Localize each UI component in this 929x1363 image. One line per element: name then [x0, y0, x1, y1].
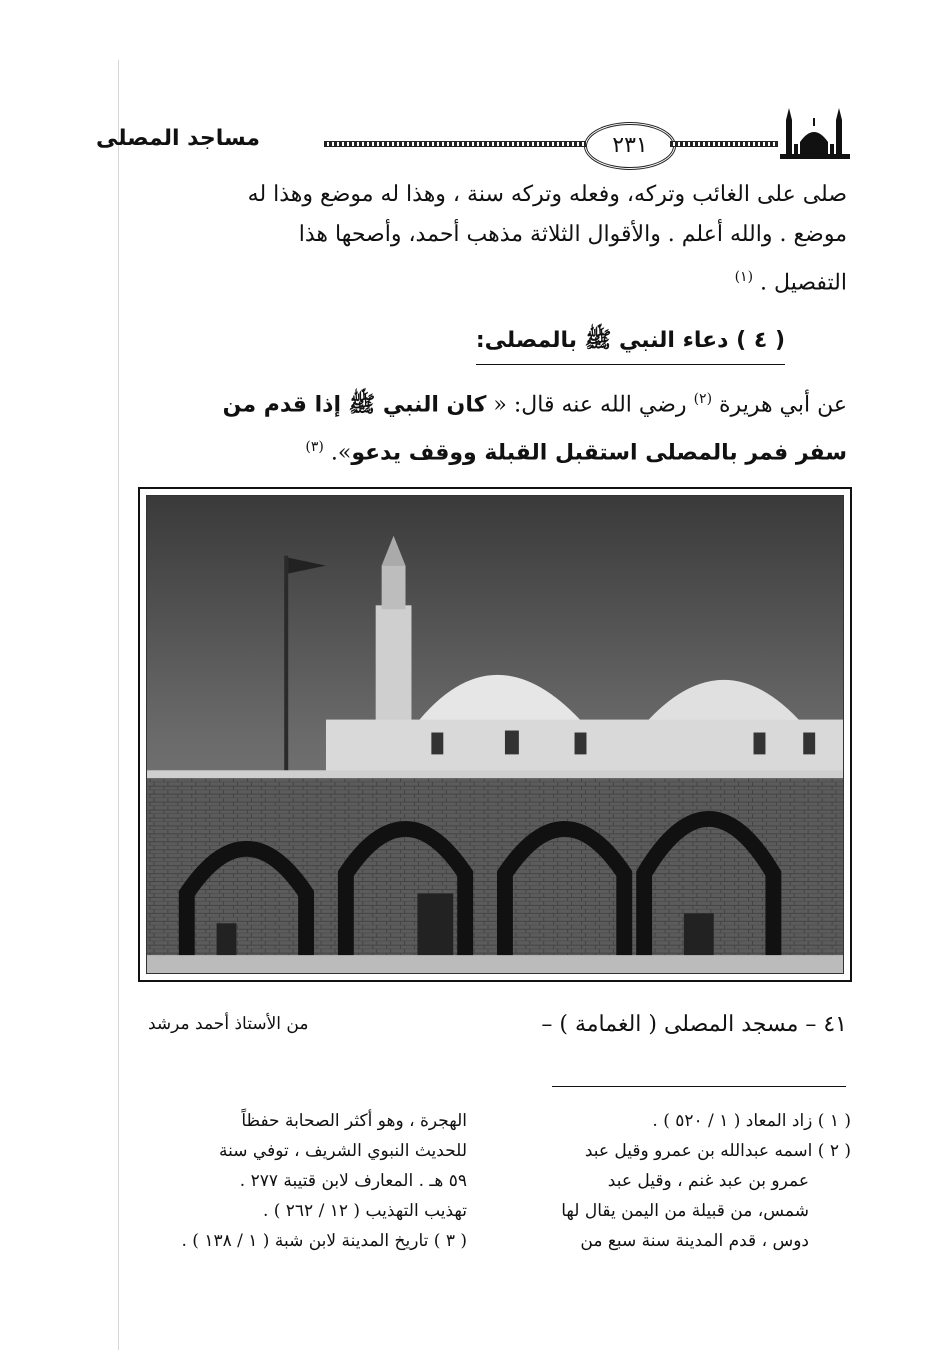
- footnote-line: الهجرة ، وهو أكثر الصحابة حفظاً: [241, 1111, 467, 1131]
- footnote-line: تهذيب التهذيب ( ١٢ / ٢٦٢ ) .: [262, 1201, 467, 1221]
- footnote-mark-3: (٣): [305, 439, 324, 456]
- hadith-prefix: عن أبي هريرة: [719, 392, 847, 418]
- footnote-mark-2: (٢): [693, 391, 713, 407]
- hadith-quote-2: سفر فمر بالمصلى استقبل القبلة ووقف يدعو: [351, 440, 847, 466]
- footnote-line: ( ٢ ) اسمه عبدالله بن عمرو وقيل عبد: [584, 1141, 851, 1161]
- header-rule-right: [670, 141, 778, 147]
- footnote-separator: [552, 1086, 846, 1087]
- intro-line-3: [735, 258, 847, 302]
- footnote-line: للحديث النبوي الشريف ، توفي سنة: [219, 1141, 467, 1161]
- mosque-photo-image: [146, 495, 844, 974]
- footnote-mark-1: (١): [734, 269, 754, 285]
- section-heading: ( ٤ ) دعاء النبي ﷺ بالمصلى:: [476, 326, 785, 365]
- footnote-line: ٥٩ هـ . المعارف لابن قتيبة ٢٧٧ .: [239, 1171, 467, 1191]
- mosque-icon: [778, 104, 850, 162]
- intro-line-1: صلى على الغائب وتركه، وفعله وتركه سنة ، وهذا له موضع وهذا له: [247, 182, 847, 207]
- page-number: ٢٣١: [584, 122, 676, 170]
- footnote-line: شمس، من قبيلة من اليمن يقال لها: [561, 1201, 809, 1221]
- photo-caption: ٤١ – مسجد المصلى ( الغمامة ) –: [541, 1012, 847, 1037]
- hadith-quote-1: كان النبي ﷺ إذا قدم من: [222, 392, 487, 418]
- intro-line-2: موضع . والله أعلم . والأقوال الثلاثة مذهب أحمد، وأصحها هذا: [298, 222, 847, 247]
- photo-credit: من الأستاذ أحمد مرشد: [148, 1014, 309, 1034]
- footnote-line: ( ٣ ) تاريخ المدينة لابن شبة ( ١ / ١٣٨ ) .: [181, 1231, 467, 1251]
- hadith-close: ».: [330, 440, 352, 466]
- hadith-middle: رضي الله عنه قال: «: [493, 392, 687, 418]
- footnote-line: عمرو بن عبد غنم ، وقيل عبد: [607, 1171, 809, 1191]
- page-margin-line: [118, 60, 119, 1350]
- footnotes-left-column: [181, 1106, 467, 1256]
- hadith-paragraph: [127, 378, 847, 475]
- page-header: [96, 100, 850, 170]
- intro-line-3-text: التفصيل .: [760, 270, 847, 296]
- mosque-photo: [138, 487, 852, 982]
- footnote-line: دوس ، قدم المدينة سنة سبع من: [580, 1231, 809, 1251]
- footnotes-right-column: [561, 1106, 851, 1256]
- footnote-line: ( ١ ) زاد المعاد ( ١ / ٥٢٠ ) .: [652, 1111, 851, 1131]
- header-rule-left: [324, 141, 586, 147]
- running-title: مساجد المصلى: [96, 126, 260, 151]
